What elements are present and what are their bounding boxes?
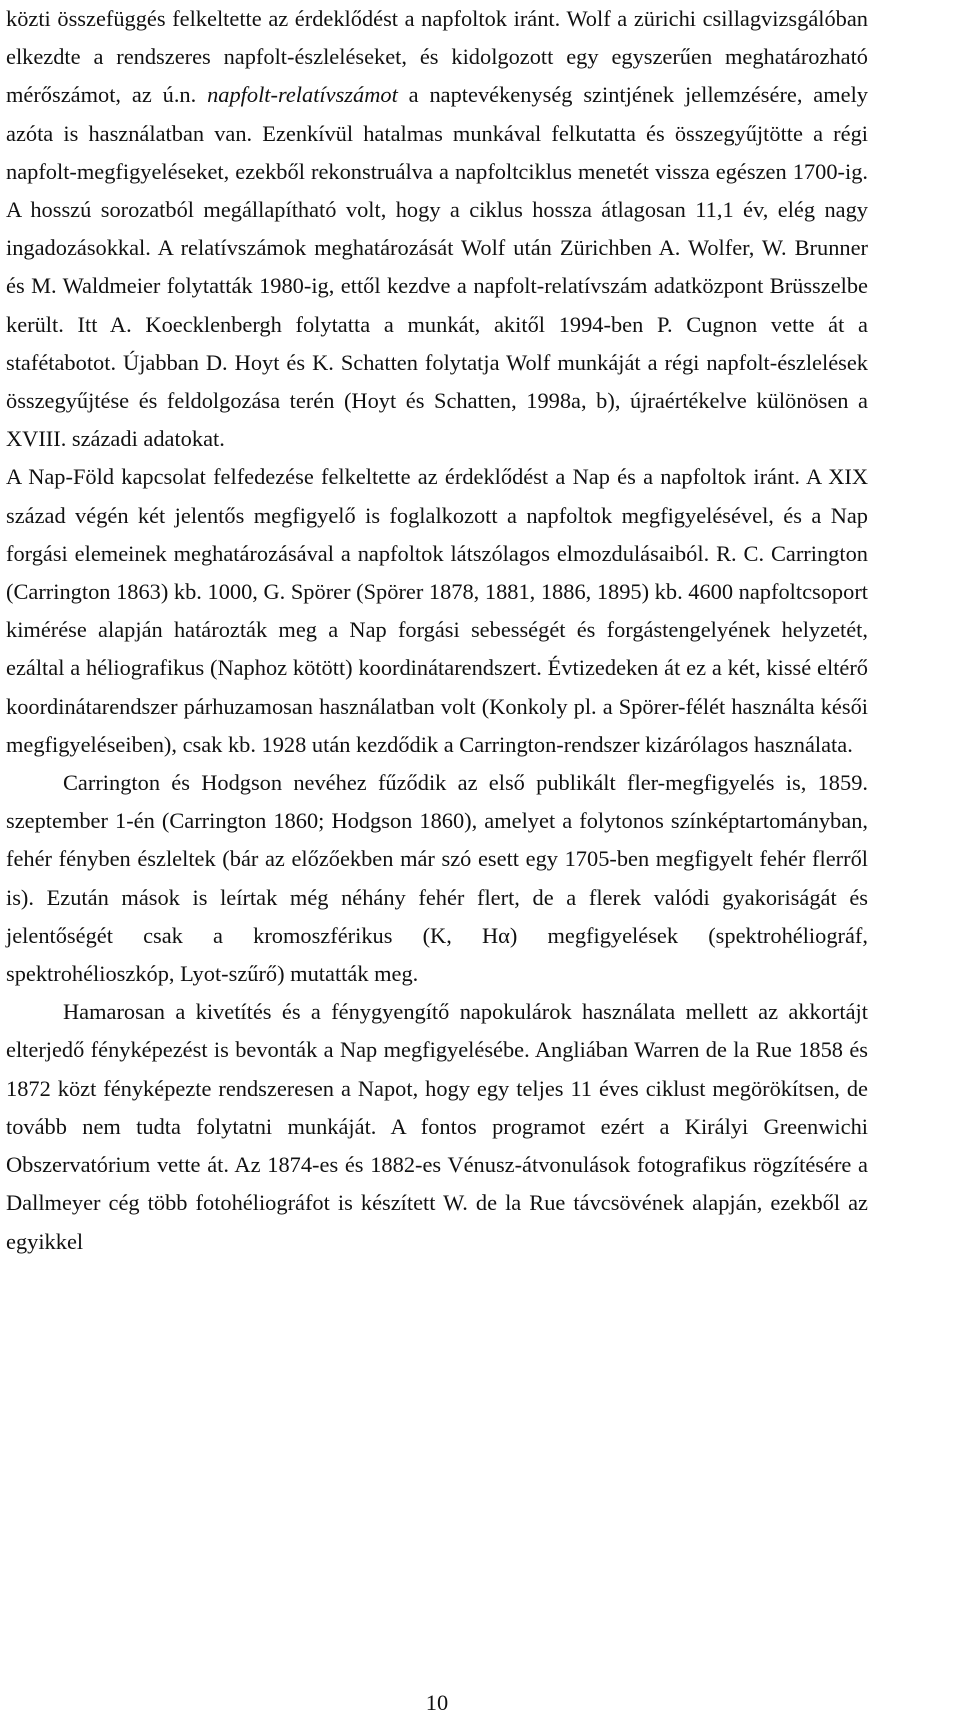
paragraph-3 (6, 764, 868, 993)
paragraph-1-term-napfolt-relativszam: napfolt-relatívszámot (207, 82, 398, 108)
paragraph-1 (6, 0, 868, 458)
document-body (6, 0, 868, 1261)
paragraph-2 (6, 458, 868, 764)
paragraph-3-text: Carrington és Hodgson nevéhez fűződik az első publikált fler-megfigyelés is, 1859. szeptember 1-én (Carrington 1860; Hodgson 1860), amelyet a folytonos színképtartományban, fehér fényben észleltek (bár az előzőekben már szó esett egy 1705-ben megfigyelt fehér flerről is). Ezután mások is leírtak még néhány fehér flert, de a flerek valódi gyakoriságát és jelentőségét csak a kromoszférikus (K, Hα) megfigyelések (spektrohéliográf, spektrohélioszkóp, Lyot-szűrő) mutatták meg. (6, 770, 868, 987)
paragraph-1-text-a: közti összefüggés felkeltette az érdeklődést a napfoltok iránt. Wolf a zürichi csillagvizsgálóban elkezdte a rendszeres napfolt-észleléseket, és kidolgozott egy egyszerűen meghatározható mérőszámot, az ú.n. (6, 6, 868, 108)
paragraph-2-text: A Nap-Föld kapcsolat felfedezése felkeltette az érdeklődést a Nap és a napfoltok iránt. A XIX század végén két jelentős megfigyelő is foglalkozott a napfoltok megfigyelésével, és a Nap forgási elemeinek meghatározásával a napfoltok látszólagos elmozdulásaiból. R. C. Carrington (Carrington 1863) kb. 1000, G. Spörer (Spörer 1878, 1881, 1886, 1895) kb. 4600 napfoltcsoport kimérése alapján határozták meg a Nap forgási sebességét és forgástengelyének helyzetét, ezáltal a héliografikus (Naphoz kötött) koordinátarendszert. Évtizedeken át ez a két, kissé eltérő koordinátarendszer párhuzamosan használatban volt (Konkoly pl. a Spörer-félét használta késői megfigyeléseiben), csak kb. 1928 után kezdődik a Carrington-rendszer kizárólagos használata. (6, 464, 868, 757)
paragraph-4 (6, 993, 868, 1260)
paragraph-4-text: Hamarosan a kivetítés és a fénygyengítő napokulárok használata mellett az akkortájt elterjedő fényképezést is bevonták a Nap megfigyelésébe. Angliában Warren de la Rue 1858 és 1872 közt fényképezte rendszeresen a Napot, hogy egy teljes 11 éves ciklust megörökítsen, de tovább nem tudta folytatni munkáját. A fontos programot ezért a Királyi Greenwichi Obszervatórium vette át. Az 1874-es és 1882-es Vénusz-átvonulások fotografikus rögzítésére a Dallmeyer cég több fotohéliográfot is készített W. de la Rue távcsövének alapján, ezekből az egyikkel (6, 999, 868, 1254)
page-number: 10 (425, 1690, 449, 1715)
paragraph-1-text-b: a naptevékenység szintjének jellemzésére, amely azóta is használatban van. Ezenkívül hatalmas munkával felkutatta és összegyűjtötte a régi napfolt-megfigyeléseket, ezekből rekonstruálva a napfoltciklus menetét vissza egészen 1700-ig. A hosszú sorozatból megállapítható volt, hogy a ciklus hossza átlagosan 11,1 év, elég nagy ingadozásokkal. A relatívszámok meghatározását Wolf után Zürichben A. Wolfer, W. Brunner és M. Waldmeier folytatták 1980-ig, ettől kezdve a napfolt-relatívszám adatközpont Brüsszelbe került. Itt A. Koecklenbergh folytatta a munkát, akitől 1994-ben P. Cugnon vette át a stafétabotot. Újabban D. Hoyt és K. Schatten folytatja Wolf munkáját a régi napfolt-észlelések összegyűjtése és feldolgozása terén (Hoyt és Schatten, 1998a, b), újraértékelve különösen a XVIII. századi adatokat. (6, 82, 868, 452)
